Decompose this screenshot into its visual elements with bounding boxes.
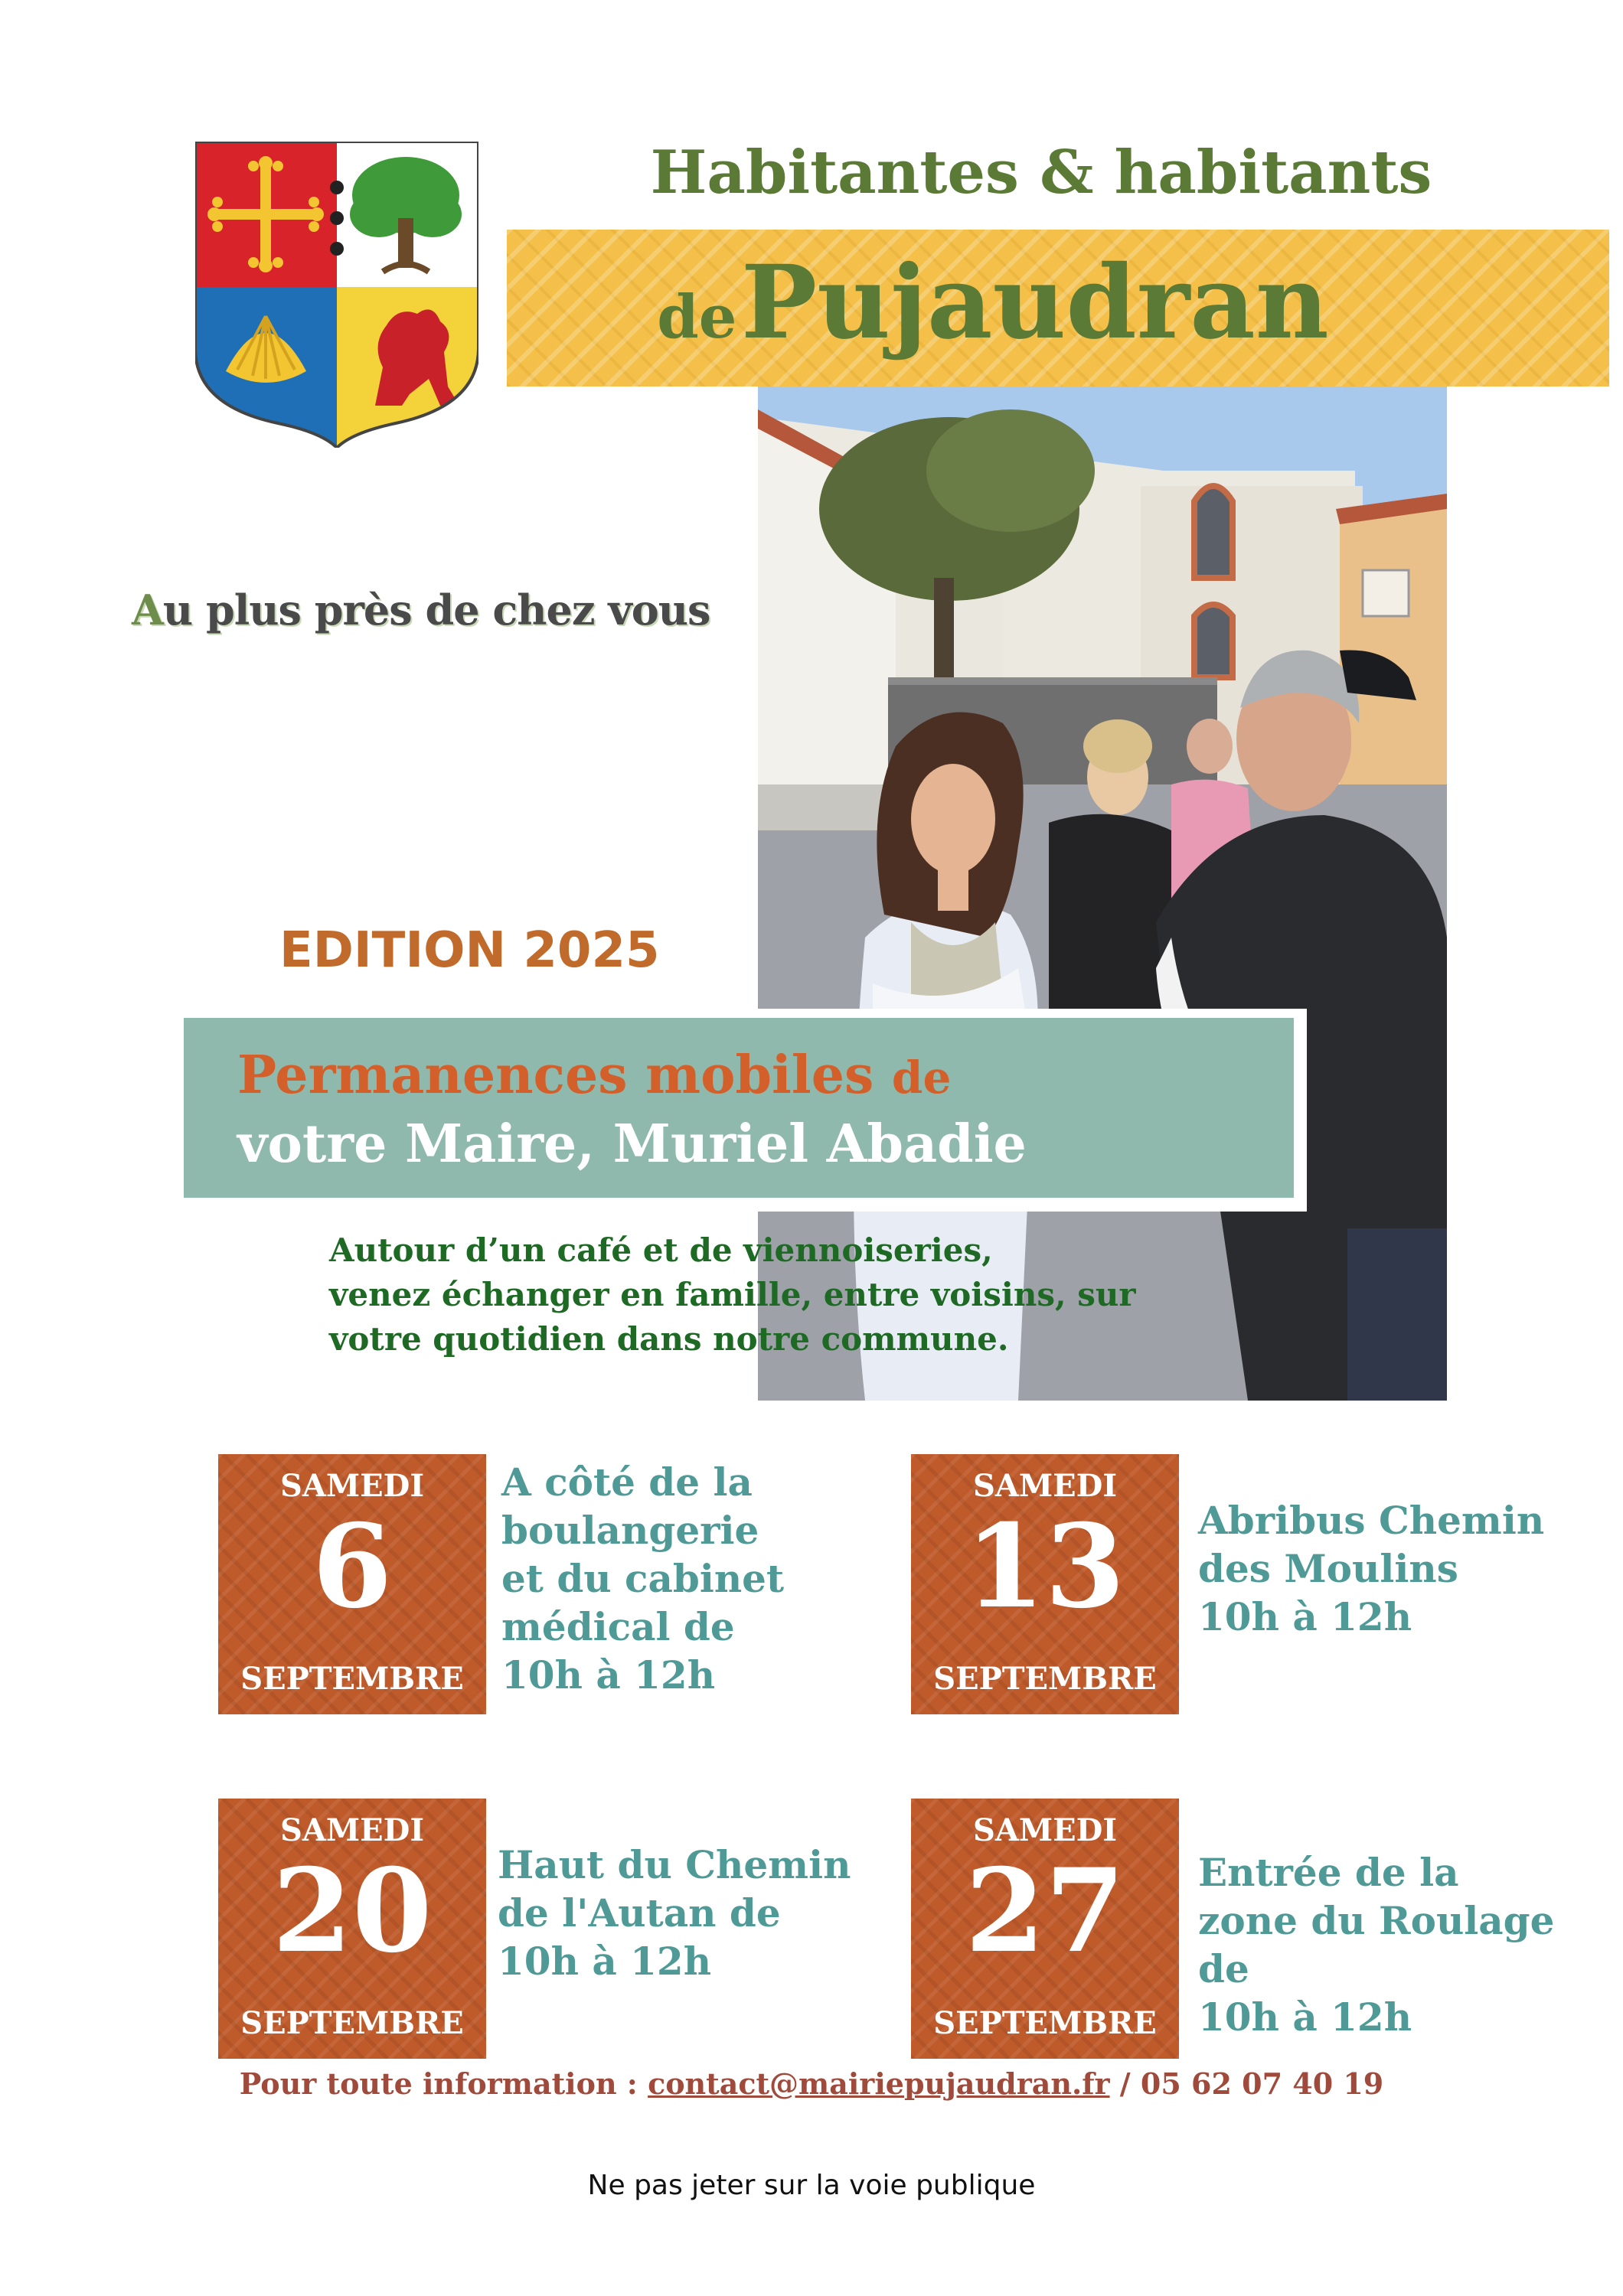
venue-line: 10h à 12h <box>1198 1994 1412 2040</box>
date-month: SEPTEMBRE <box>240 2005 464 2041</box>
intro-line: votre quotidien dans notre commune. <box>329 1320 1009 1358</box>
tagline-first-letter: A <box>132 585 163 634</box>
intro-line: Autour d’un café et de viennoiseries, <box>329 1231 993 1269</box>
venue-line: 10h à 12h <box>498 1939 712 1984</box>
venue-line: 10h à 12h <box>501 1652 716 1698</box>
date-weekday: SAMEDI <box>279 1812 425 1848</box>
intro-line: venez échanger en famille, entre voisins, sur <box>329 1276 1136 1313</box>
date-number: 6 <box>312 1499 393 1634</box>
venue-line: 10h à 12h <box>1198 1594 1412 1639</box>
venue-13 <box>1198 1496 1596 1641</box>
date-weekday: SAMEDI <box>972 1812 1118 1848</box>
date-box-6 <box>218 1454 486 1714</box>
contact-phone: / 05 62 07 40 19 <box>1109 2066 1384 2101</box>
date-box-27 <box>911 1799 1179 2059</box>
date-month: SEPTEMBRE <box>933 2005 1157 2041</box>
page-title-line1: Habitantes & habitants <box>650 138 1432 207</box>
venue-20 <box>498 1841 896 1985</box>
date-box-13 <box>911 1454 1179 1714</box>
venue-line: de l'Autan de <box>498 1890 781 1936</box>
date-number: 20 <box>272 1844 433 1978</box>
venue-line: des Moulins <box>1198 1546 1458 1591</box>
venue-line: Entrée de la <box>1198 1850 1459 1895</box>
contact-line <box>0 2066 1623 2101</box>
tagline-text: u plus près de chez vous <box>162 585 710 634</box>
banner-line1-de: de <box>891 1052 952 1104</box>
date-weekday: SAMEDI <box>279 1468 425 1504</box>
venue-6 <box>501 1458 869 1699</box>
contact-email-link[interactable]: contact@mairiepujaudran.fr <box>648 2066 1110 2101</box>
footer-note: Ne pas jeter sur la voie publique <box>587 2170 1036 2201</box>
venue-line: Haut du Chemin <box>498 1842 851 1887</box>
venue-line: et du cabinet <box>501 1556 785 1601</box>
coat-of-arms-logo <box>195 142 478 448</box>
venue-27 <box>1198 1848 1604 2041</box>
intro-paragraph <box>329 1228 1324 1362</box>
banner-line2: votre Maire, Muriel Abadie <box>237 1114 1027 1175</box>
date-number: 27 <box>965 1844 1125 1978</box>
venue-line: zone du Roulage <box>1198 1898 1555 1943</box>
date-month: SEPTEMBRE <box>933 1661 1157 1697</box>
page-title-line2 <box>507 243 1479 362</box>
banner-line1-main: Permanences mobiles <box>237 1045 892 1106</box>
date-month: SEPTEMBRE <box>240 1661 464 1697</box>
banner-line1 <box>237 1045 951 1106</box>
date-weekday: SAMEDI <box>972 1468 1118 1504</box>
venue-line: A côté de la <box>501 1459 753 1505</box>
date-number: 13 <box>965 1499 1125 1634</box>
venue-line: médical de <box>501 1604 735 1649</box>
edition-label: EDITION 2025 <box>279 922 660 979</box>
venue-line: boulangerie <box>501 1508 759 1553</box>
date-box-20 <box>218 1799 486 2059</box>
title-de: de <box>657 282 737 352</box>
title-town: Pujaudran <box>740 243 1329 362</box>
venue-line: de <box>1198 1946 1249 1991</box>
tagline <box>132 585 710 634</box>
contact-prefix: Pour toute information : <box>239 2066 648 2101</box>
venue-line: Abribus Chemin <box>1198 1498 1545 1543</box>
